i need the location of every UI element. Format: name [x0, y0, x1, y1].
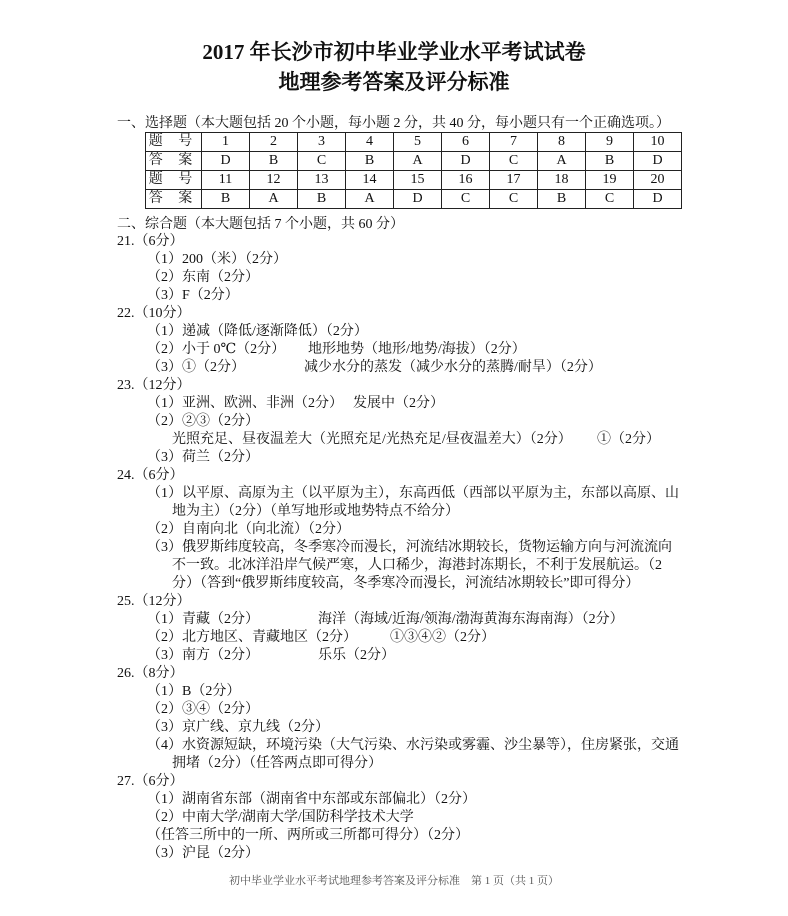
answer-line: （1）以平原、高原为主（以平原为主），东高西低（西部以平原为主，东部以高原、山 [147, 486, 679, 501]
answer-line: 不一致。北冰洋沿岸气候严寒，人口稀少，海港封冻期长，不利于发展航运。（2 [172, 558, 662, 573]
table-cell: A [538, 152, 586, 171]
answer-line: 拥堵（2分）（任答两点即可得分） [172, 756, 382, 771]
answer-part: （2）小于 0℃（2分） [147, 342, 286, 357]
answer-part: （3）南方（2分） [147, 648, 259, 663]
table-row [146, 152, 682, 171]
table-cell: 14 [346, 171, 394, 190]
answer-line [117, 431, 687, 449]
table-cell: A [250, 190, 298, 209]
table-cell: C [490, 190, 538, 209]
answer-line: （1）200（米）（2分） [147, 252, 287, 267]
table-cell: 16 [442, 171, 490, 190]
table-cell: 17 [490, 171, 538, 190]
table-cell: D [634, 190, 682, 209]
table-cell: B [538, 190, 586, 209]
answer-line: （3）F（2分） [147, 288, 239, 303]
answer-line: （2）③④（2分） [147, 702, 259, 717]
answer-part: （2）北方地区、青藏地区（2分） [147, 630, 357, 645]
table-cell: 15 [394, 171, 442, 190]
answer-part: （1）青藏（2分） [147, 612, 259, 627]
answer-part: ①（2分） [597, 432, 660, 447]
table-cell: 12 [250, 171, 298, 190]
table-cell: 1 [202, 133, 250, 152]
answer-part: （3）①（2分） [147, 360, 245, 375]
table-cell: 13 [298, 171, 346, 190]
table-cell: C [298, 152, 346, 171]
answer-line: （2）东南（2分） [147, 270, 259, 285]
table-cell: D [634, 152, 682, 171]
answer-line: （2）②③（2分） [147, 414, 259, 429]
question-header: 24.（6分） [117, 468, 184, 483]
table-cell: 4 [346, 133, 394, 152]
table-cell: 19 [586, 171, 634, 190]
answer-part: 乐乐（2分） [318, 648, 395, 663]
answer-line: （1）B（2分） [147, 684, 241, 699]
answer-line [117, 647, 687, 665]
question-header: 26.（8分） [117, 666, 184, 681]
table-cell: 20 [634, 171, 682, 190]
row-label: 答 案 [146, 190, 202, 209]
answer-line [117, 629, 687, 647]
table-cell: 2 [250, 133, 298, 152]
table-cell: C [490, 152, 538, 171]
answer-line: 分）（答到“俄罗斯纬度较高，冬季寒冷而漫长，河流结冰期较长”即可得分） [172, 576, 640, 591]
question-header: 23.（12分） [117, 378, 191, 393]
answer-line: （3）京广线、京九线（2分） [147, 720, 329, 735]
table-row [146, 171, 682, 190]
table-cell: C [586, 190, 634, 209]
answer-line [117, 359, 687, 377]
answer-line: （2）中南大学/湖南大学/国防科学技术大学 [147, 810, 414, 825]
answer-line: （任答三所中的一所、两所或三所都可得分）（2分） [147, 828, 469, 843]
row-label: 题 号 [146, 133, 202, 152]
answer-part: 海洋（海域/近海/领海/渤海黄海东海南海）（2分） [318, 612, 624, 627]
question-header: 27.（6分） [117, 774, 184, 789]
answer-part: 发展中（2分） [353, 396, 444, 411]
table-cell: C [442, 190, 490, 209]
table-cell: D [202, 152, 250, 171]
answer-part: ①③④②（2分） [390, 630, 495, 645]
table-cell: B [346, 152, 394, 171]
table-cell: 5 [394, 133, 442, 152]
table-cell: B [250, 152, 298, 171]
table-cell: A [346, 190, 394, 209]
section2-heading: 二、综合题（本大题包括 7 个小题，共 60 分） [117, 217, 404, 232]
table-cell: 11 [202, 171, 250, 190]
table-cell: 8 [538, 133, 586, 152]
table-cell: B [202, 190, 250, 209]
table-cell: B [586, 152, 634, 171]
answer-line: 地为主）（2分）（单写地形或地势特点不给分） [172, 504, 459, 519]
question-header: 21.（6分） [117, 234, 184, 249]
row-label: 题 号 [146, 171, 202, 190]
table-cell: D [394, 190, 442, 209]
question-header: 25.（12分） [117, 594, 191, 609]
answers-body [117, 233, 687, 863]
title-line2: 地理参考答案及评分标准 [278, 70, 510, 94]
answer-line: （1）湖南省东部（湖南省中东部或东部偏北）（2分） [147, 792, 476, 807]
answer-part: 减少水分的蒸发（减少水分的蒸腾/耐旱）（2分） [304, 360, 602, 375]
table-cell: 7 [490, 133, 538, 152]
table-row [146, 133, 682, 152]
table-cell: 18 [538, 171, 586, 190]
answer-line: （2）自南向北（向北流）（2分） [147, 522, 350, 537]
table-cell: A [394, 152, 442, 171]
section1-heading: 一、选择题（本大题包括 20 个小题，每小题 2 分，共 40 分，每小题只有一个正确选项。） [117, 116, 670, 131]
answer-table [145, 132, 682, 209]
answer-line [117, 395, 687, 413]
page-footer: 初中毕业学业水平考试地理参考答案及评分标准 第 1 页（共 1 页） [229, 875, 559, 887]
answer-line: （3）俄罗斯纬度较高，冬季寒冷而漫长，河流结冰期较长，货物运输方向与河流流向 [147, 540, 672, 555]
answer-part: 地形地势（地形/地势/海拔）（2分） [308, 342, 526, 357]
table-row [146, 190, 682, 209]
table-cell: B [298, 190, 346, 209]
table-cell: 10 [634, 133, 682, 152]
title-line1: 2017 年长沙市初中毕业学业水平考试试卷 [202, 40, 586, 64]
row-label: 答 案 [146, 152, 202, 171]
table-cell: D [442, 152, 490, 171]
table-cell: 3 [298, 133, 346, 152]
answer-line [117, 341, 687, 359]
answer-line: （3）荷兰（2分） [147, 450, 259, 465]
answer-line: （1）递减（降低/逐渐降低）（2分） [147, 324, 368, 339]
table-cell: 9 [586, 133, 634, 152]
table-cell: 6 [442, 133, 490, 152]
question-header: 22.（10分） [117, 306, 191, 321]
answer-line: （4）水资源短缺，环境污染（大气污染、水污染或雾霾、沙尘暴等），住房紧张，交通 [147, 738, 679, 753]
answer-part: 光照充足、昼夜温差大（光照充足/光热充足/昼夜温差大）（2分） [172, 432, 572, 447]
answer-part: （1）亚洲、欧洲、非洲（2分） [147, 396, 343, 411]
answer-line: （3）沪昆（2分） [147, 846, 259, 861]
answer-line [117, 611, 687, 629]
